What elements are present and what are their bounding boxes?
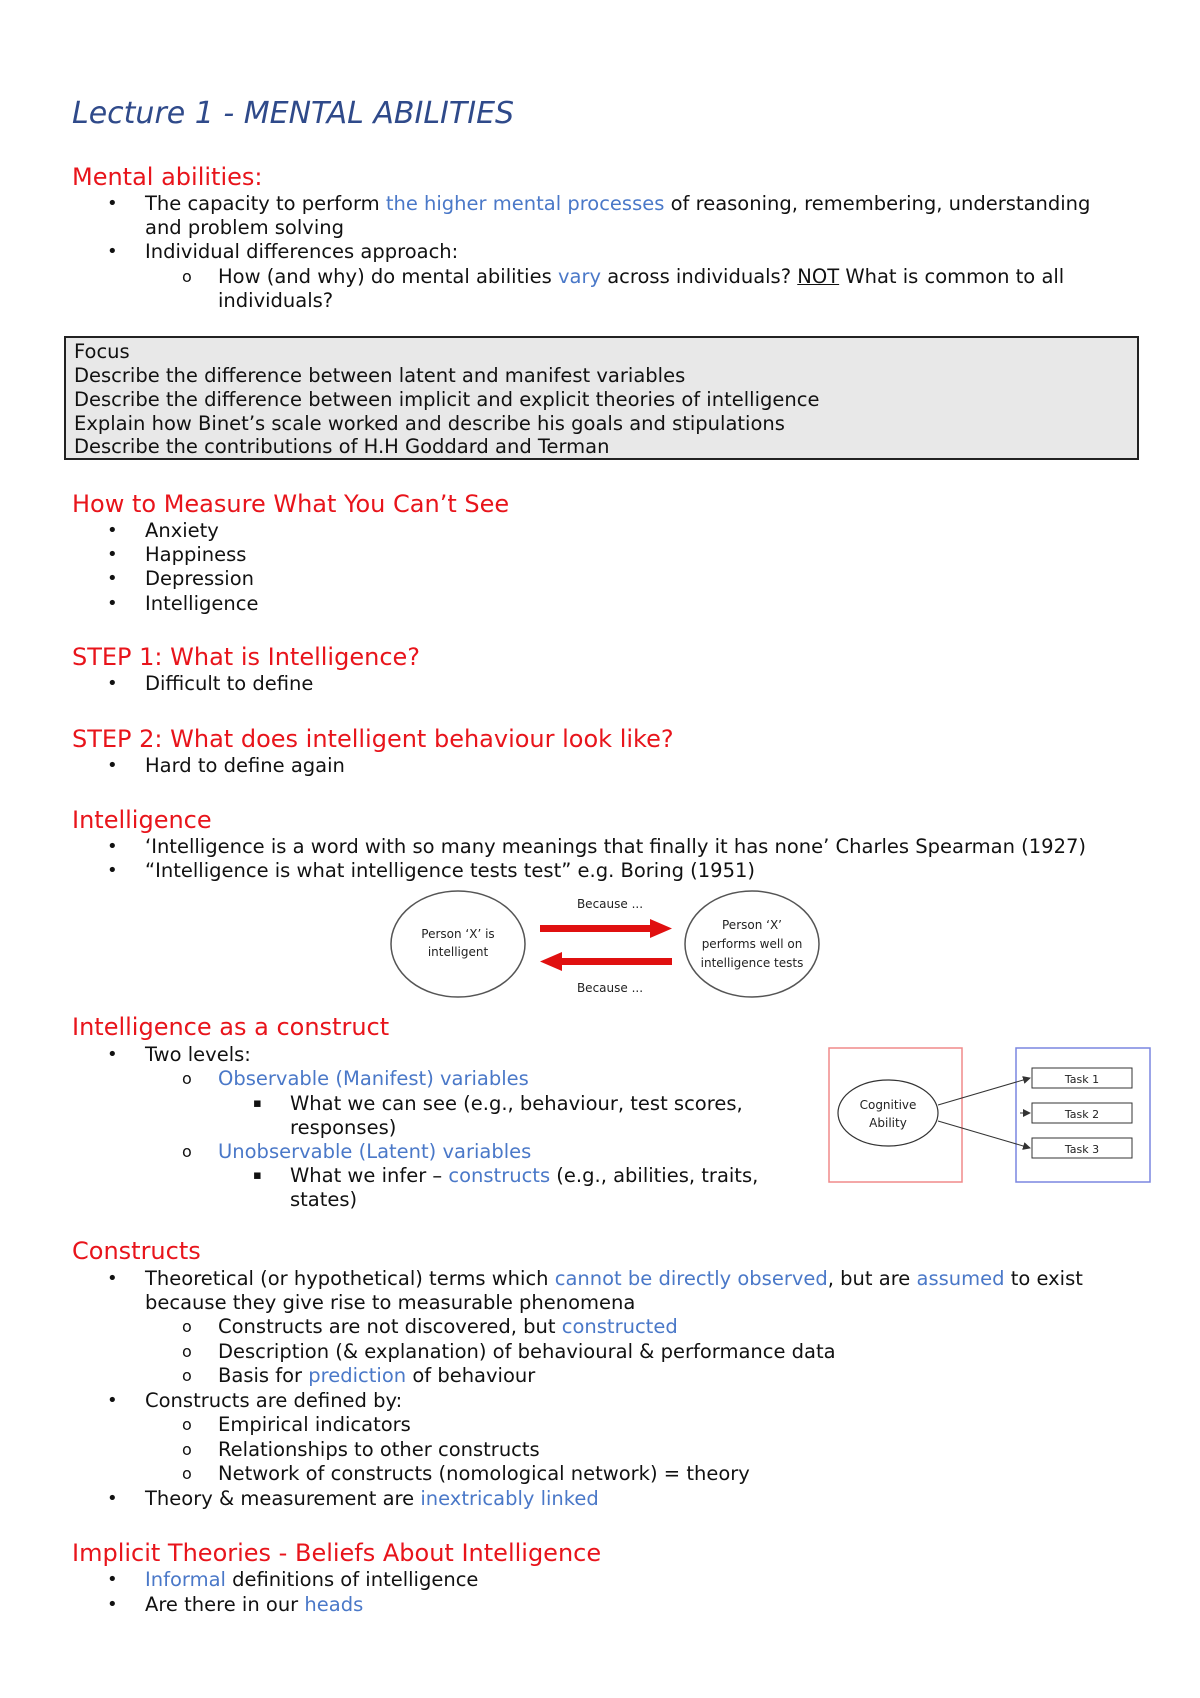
- observable-desc-cont: responses): [290, 1116, 397, 1139]
- list-item: Happiness: [145, 543, 247, 566]
- highlight-text: prediction: [308, 1364, 407, 1387]
- constructs-def-1: Empirical indicators: [218, 1413, 411, 1436]
- constructs-sub-2: Description (& explanation) of behavioural & performance data: [218, 1340, 836, 1363]
- list-item: Difficult to define: [145, 672, 314, 695]
- implicit-bullet-2: Are there in our heads: [145, 1593, 364, 1616]
- bullet-glyph: •: [107, 193, 118, 214]
- mental-bullet-1-cont: and problem solving: [145, 216, 344, 239]
- constructs-bullet-1-cont: because they give rise to measurable phenomena: [145, 1291, 636, 1314]
- task-label: Task 3: [1064, 1143, 1100, 1156]
- latent-desc: What we infer – constructs (e.g., abilities, traits,: [290, 1164, 759, 1187]
- highlight-text: assumed: [916, 1267, 1005, 1290]
- observable-desc: What we can see (e.g., behaviour, test scores,: [290, 1092, 743, 1115]
- bullet-glyph: •: [107, 520, 118, 541]
- page-title: Lecture 1 - MENTAL ABILITIES: [72, 96, 515, 131]
- task-label: Task 1: [1064, 1073, 1100, 1086]
- list-item: Hard to define again: [145, 754, 345, 777]
- heading-mental-abilities: Mental abilities:: [72, 163, 263, 191]
- bullet-glyph: •: [107, 593, 118, 614]
- highlight-text: constructed: [561, 1315, 678, 1338]
- circle-bullet-glyph: o: [182, 1069, 192, 1088]
- mental-bullet-1: The capacity to perform the higher mental processes of reasoning, remembering, understanding: [145, 192, 1091, 215]
- circle-bullet-glyph: o: [182, 1415, 192, 1434]
- focus-line: Focus: [74, 340, 130, 363]
- heading-how-to-measure: How to Measure What You Can’t See: [72, 490, 510, 518]
- constructs-bullet-1: Theoretical (or hypothetical) terms which cannot be directly observed, but are assumed to exist: [145, 1267, 1083, 1290]
- mental-sub-1-cont: individuals?: [218, 289, 334, 312]
- heading-construct: Intelligence as a construct: [72, 1013, 390, 1041]
- heading-constructs: Constructs: [72, 1237, 201, 1265]
- latent-variables: Unobservable (Latent) variables: [218, 1140, 532, 1163]
- task-label: Task 2: [1064, 1108, 1100, 1121]
- bullet-glyph: •: [107, 544, 118, 565]
- quote-boring: “Intelligence is what intelligence tests test” e.g. Boring (1951): [145, 859, 756, 882]
- bullet-glyph: •: [107, 241, 118, 262]
- circle-bullet-glyph: o: [182, 1440, 192, 1459]
- bullet-glyph: •: [107, 836, 118, 857]
- circle-bullet-glyph: o: [182, 1317, 192, 1336]
- highlight-text: inextricably linked: [420, 1487, 599, 1510]
- observable-variables: Observable (Manifest) variables: [218, 1067, 529, 1090]
- constructs-bullet-2: Constructs are defined by:: [145, 1389, 403, 1412]
- circle-bullet-glyph: o: [182, 1366, 192, 1385]
- focus-line: Describe the difference between latent and manifest variables: [74, 364, 686, 387]
- left-ellipse-line2: intelligent: [427, 945, 489, 959]
- highlight-text: vary: [557, 265, 602, 288]
- ellipse-intelligent: [391, 891, 525, 997]
- constructs-sub-1: Constructs are not discovered, but constructed: [218, 1315, 678, 1338]
- heading-intelligence: Intelligence: [72, 806, 212, 834]
- ellipse-label-line1: Cognitive: [859, 1098, 917, 1112]
- circle-bullet-glyph: o: [182, 1464, 192, 1483]
- because-top-label: Because ...: [576, 897, 644, 911]
- heading-implicit-theories: Implicit Theories - Beliefs About Intelligence: [72, 1539, 602, 1567]
- arrow-right-shaft: [540, 925, 652, 932]
- constructs-def-3: Network of constructs (nomological network) = theory: [218, 1462, 750, 1485]
- constructs-bullet-3: Theory & measurement are inextricably linked: [145, 1487, 599, 1510]
- bullet-glyph: •: [107, 1569, 118, 1590]
- bullet-glyph: •: [107, 673, 118, 694]
- circle-bullet-glyph: o: [182, 1342, 192, 1361]
- bullet-glyph: •: [107, 1488, 118, 1509]
- focus-box: [64, 336, 1139, 460]
- highlight-text: constructs: [448, 1164, 551, 1187]
- circle-bullet-glyph: o: [182, 1142, 192, 1161]
- ellipse-label-line2: Ability: [869, 1116, 907, 1130]
- diagram-cognitive-ability: [828, 1047, 1152, 1187]
- square-bullet-glyph: ▪: [253, 1168, 262, 1183]
- diagram-because: [390, 888, 830, 1000]
- latent-desc-cont: states): [290, 1188, 358, 1211]
- implicit-bullet-1: Informal definitions of intelligence: [145, 1568, 479, 1591]
- focus-line: Describe the difference between implicit and explicit theories of intelligence: [74, 388, 820, 411]
- bullet-glyph: •: [107, 755, 118, 776]
- highlight-text: cannot be directly observed: [554, 1267, 828, 1290]
- heading-step-2: STEP 2: What does intelligent behaviour look like?: [72, 725, 674, 753]
- left-ellipse-line1: Person ‘X’ is: [421, 927, 495, 941]
- list-item: Intelligence: [145, 592, 259, 615]
- arrow-left-shaft: [560, 958, 672, 965]
- highlight-text: the higher mental processes: [385, 192, 665, 215]
- highlight-text: heads: [304, 1593, 364, 1616]
- right-ellipse-line2: performs well on: [701, 937, 803, 951]
- bullet-glyph: •: [107, 1268, 118, 1289]
- bullet-glyph: •: [107, 568, 118, 589]
- right-ellipse-line1: Person ‘X’: [722, 918, 782, 932]
- construct-bullet-1: Two levels:: [145, 1043, 251, 1066]
- constructs-def-2: Relationships to other constructs: [218, 1438, 540, 1461]
- quote-spearman: ‘Intelligence is a word with so many meanings that finally it has none’ Charles Spearman (1927): [145, 835, 1086, 858]
- bullet-glyph: •: [107, 1594, 118, 1615]
- circle-bullet-glyph: o: [182, 267, 192, 286]
- list-item: Anxiety: [145, 519, 219, 542]
- heading-step-1: STEP 1: What is Intelligence?: [72, 643, 421, 671]
- because-bottom-label: Because ...: [576, 981, 644, 995]
- arrow-right-head: [650, 919, 672, 938]
- bullet-glyph: •: [107, 1390, 118, 1411]
- bullet-glyph: •: [107, 860, 118, 881]
- mental-sub-1: How (and why) do mental abilities vary across individuals? NOT What is common to all: [218, 265, 1065, 288]
- bullet-glyph: •: [107, 1044, 118, 1065]
- focus-line: Describe the contributions of H.H Goddard and Terman: [74, 435, 610, 458]
- constructs-sub-3: Basis for prediction of behaviour: [218, 1364, 536, 1387]
- right-ellipse-line3: intelligence tests: [700, 956, 804, 970]
- highlight-text: Informal: [145, 1568, 226, 1591]
- list-item: Depression: [145, 567, 255, 590]
- arrow-left-head: [540, 952, 562, 971]
- mental-bullet-2: Individual differences approach:: [145, 240, 459, 263]
- focus-line: Explain how Binet’s scale worked and describe his goals and stipulations: [74, 412, 785, 435]
- cognitive-ability-ellipse: [838, 1080, 938, 1146]
- square-bullet-glyph: ▪: [253, 1096, 262, 1111]
- underlined-text: NOT: [797, 265, 840, 288]
